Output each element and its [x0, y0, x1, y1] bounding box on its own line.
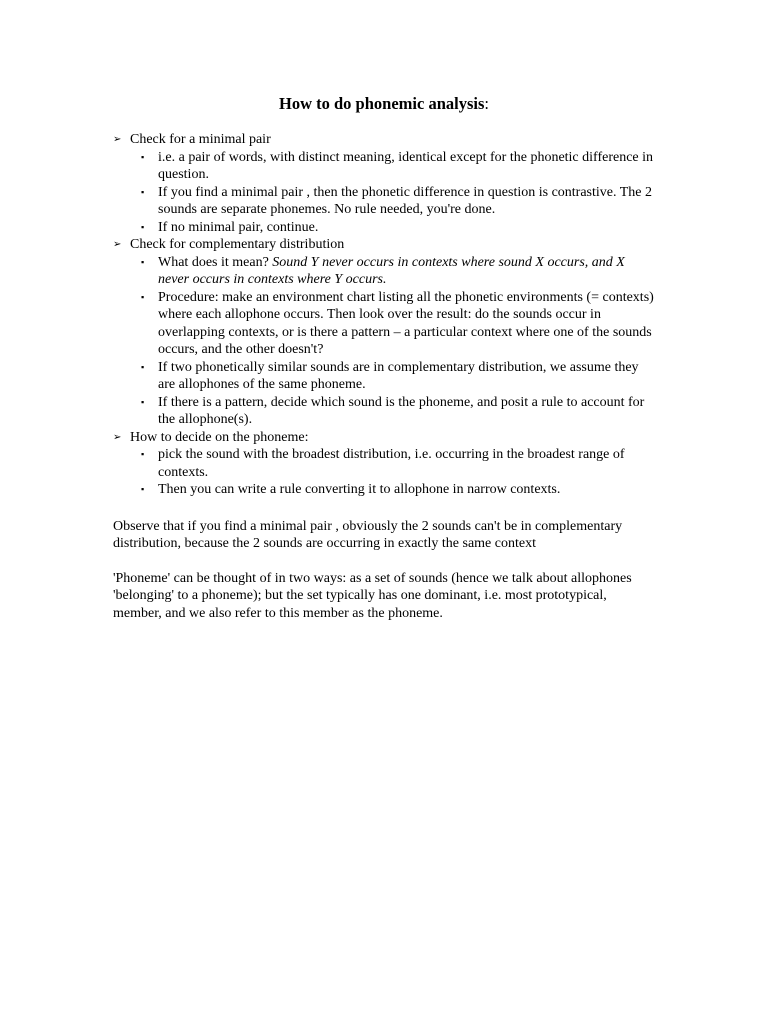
dot-bullet-icon: ▪: [141, 361, 145, 372]
document-body: [113, 131, 658, 622]
list-item: [141, 394, 658, 429]
dot-bullet-icon: ▪: [141, 449, 145, 459]
arrow-bullet-icon: ➢: [113, 239, 122, 250]
item-italic-text: Sound Y never occurs in contexts where sound X occurs, and X never occurs in contexts where Y occurs.: [158, 254, 625, 287]
phoneme-definition-paragraph: 'Phoneme' can be thought of in two ways: as a set of sounds (hence we talk about allophones 'belonging' to a phoneme); but the set typically has one dominant, i.e. most prototypical, member, and we also refer to this member as the phoneme.: [113, 570, 632, 621]
section-items: [113, 149, 658, 237]
arrow-bullet-icon: ➢: [113, 134, 122, 145]
dot-bullet-icon: ▪: [141, 256, 145, 267]
section-heading: How to decide on the phoneme:: [130, 429, 309, 445]
list-item: [141, 289, 658, 359]
page-title: [0, 94, 768, 114]
dot-bullet-icon: ▪: [141, 396, 145, 407]
observation-paragraph: Observe that if you find a minimal pair , obviously the 2 sounds can't be in complementary distribution, because the 2 sounds are occurring in exactly the same context: [113, 518, 623, 551]
item-text: If you find a minimal pair , then the phonetic difference in question is contrastive. The 2 sounds are separate phonemes. No rule needed, you're done.: [158, 184, 653, 217]
section-items: [113, 446, 658, 499]
dot-bullet-icon: ▪: [141, 291, 145, 302]
list-item: [141, 184, 658, 219]
arrow-bullet-icon: ➢: [113, 431, 122, 443]
item-text: If two phonetically similar sounds are in complementary distribution, we assume they are allophones of the same phoneme.: [158, 359, 639, 392]
list-item: [141, 149, 658, 184]
title-colon: :: [484, 94, 489, 113]
list-item: [141, 446, 658, 481]
item-text: If no minimal pair, continue.: [158, 219, 319, 235]
list-item: [141, 481, 658, 499]
list-item: [141, 254, 658, 289]
dot-bullet-icon: ▪: [141, 186, 145, 197]
item-text: pick the sound with the broadest distribution, i.e. occurring in the broadest range of contexts.: [158, 447, 625, 480]
section-heading: Check for a minimal pair: [130, 132, 271, 147]
title-text: How to do phonemic analysis: [279, 94, 485, 113]
section-heading: Check for complementary distribution: [130, 237, 345, 252]
list-item: [141, 219, 658, 237]
item-text: i.e. a pair of words, with distinct meaning, identical except for the phonetic difference in question.: [158, 149, 654, 182]
dot-bullet-icon: ▪: [141, 221, 145, 232]
dot-bullet-icon: ▪: [141, 151, 145, 162]
item-text: Procedure: make an environment chart listing all the phonetic environments (= contexts) where each allophone occurs. Then look over the result: do the sounds occur in overlapping contexts, or is there a pattern – a particular context where one of the sounds occurs, and the other doesn't?: [158, 289, 654, 357]
section-minimal-pair: [113, 131, 658, 149]
section-decide-phoneme: [113, 429, 658, 447]
item-text: Then you can write a rule converting it to allophone in narrow contexts.: [158, 482, 561, 497]
item-text: If there is a pattern, decide which sound is the phoneme, and posit a rule to account for the allophone(s).: [158, 394, 645, 427]
list-item: [141, 359, 658, 394]
section-complementary-distribution: [113, 236, 658, 254]
dot-bullet-icon: ▪: [141, 484, 145, 494]
section-items: [113, 254, 658, 429]
item-text: What does it mean?: [158, 254, 273, 270]
